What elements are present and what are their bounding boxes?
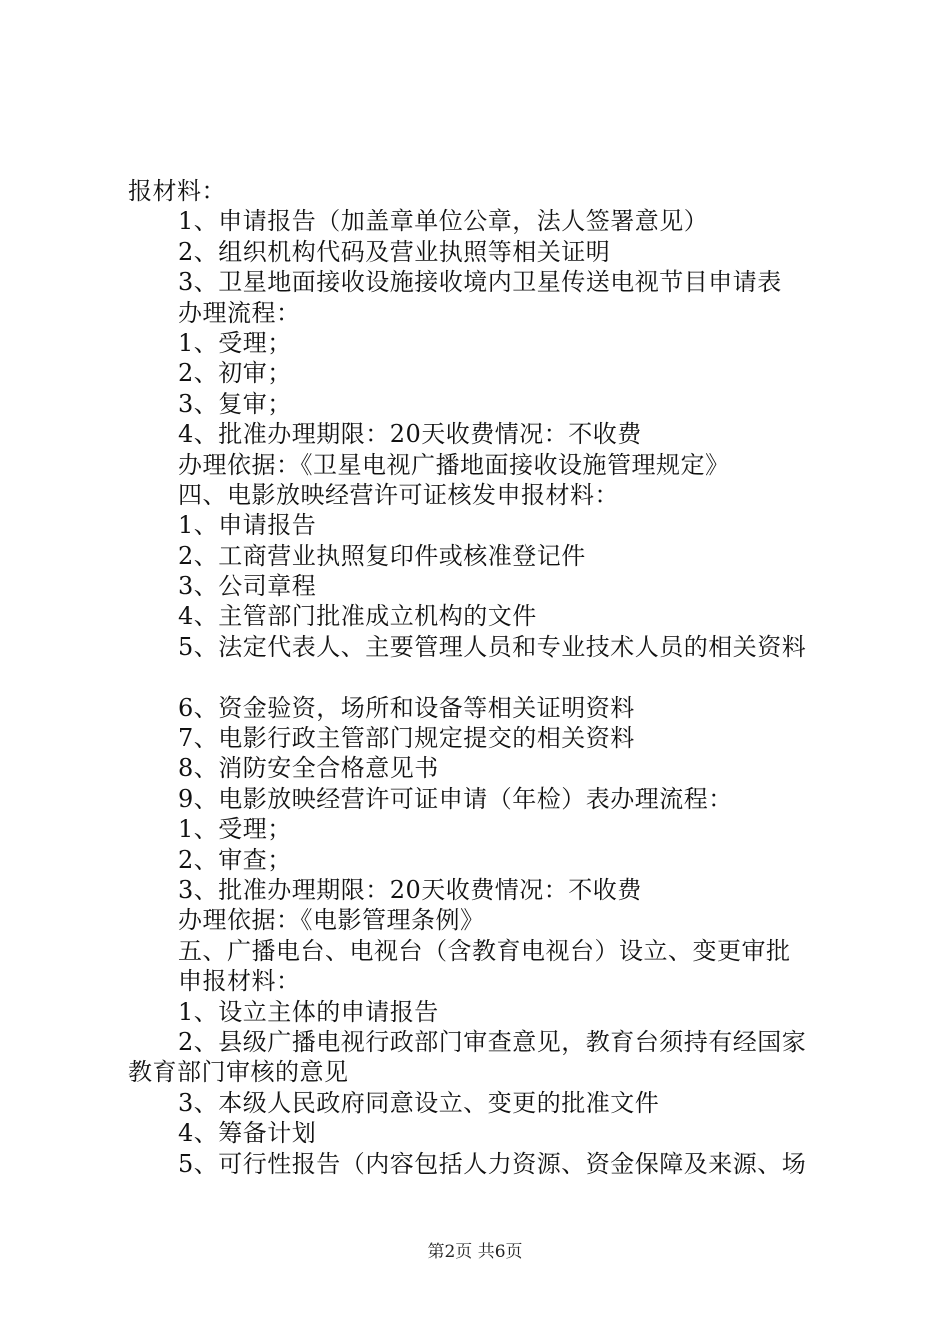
- text-line: 5、法定代表人、主要管理人员和专业技术人员的相关资料: [178, 632, 807, 661]
- text-line: 4、主管部门批准成立机构的文件: [178, 602, 537, 631]
- text-line: 办理流程：: [178, 298, 301, 327]
- text-line: 9、电影放映经营许可证申请（年检）表办理流程：: [178, 784, 733, 813]
- text-line: 7、电影行政主管部门规定提交的相关资料: [178, 724, 635, 753]
- text-line: 5、可行性报告（内容包括人力资源、资金保障及来源、场: [178, 1149, 807, 1178]
- blank-line: [128, 662, 848, 692]
- text-line: 1、受理；: [178, 328, 292, 357]
- text-line: 3、公司章程: [178, 572, 317, 601]
- text-line: 3、卫星地面接收设施接收境内卫星传送电视节目申请表: [178, 268, 782, 297]
- text-line: 申报材料：: [178, 967, 301, 996]
- document-body: [128, 176, 848, 1179]
- text-line: 3、批准办理期限：20天收费情况：不收费: [178, 875, 642, 904]
- section-heading: 四、电影放映经营许可证核发申报材料：: [178, 480, 619, 509]
- text-line: 教育部门审核的意见: [128, 1058, 349, 1087]
- text-line: 2、初审；: [178, 359, 292, 388]
- page-number-footer: 第2页 共6页: [427, 1242, 523, 1262]
- text-line: 2、组织机构代码及营业执照等相关证明: [178, 237, 611, 266]
- text-line: 1、受理；: [178, 815, 292, 844]
- text-line: 2、工商营业执照复印件或核准登记件: [178, 541, 586, 570]
- text-line: 1、申请报告: [178, 511, 317, 540]
- text-line: 4、筹备计划: [178, 1119, 317, 1148]
- text-line: 8、消防安全合格意见书: [178, 754, 439, 783]
- text-line: 4、批准办理期限：20天收费情况：不收费: [178, 420, 642, 449]
- text-line: 1、设立主体的申请报告: [178, 997, 439, 1026]
- text-line: 报材料：: [128, 177, 226, 205]
- text-line: 办理依据：《卫星电视广播地面接收设施管理规定》: [178, 450, 730, 479]
- text-line: 1、申请报告（加盖章单位公章，法人签署意见）: [178, 207, 709, 236]
- text-line: 2、审查；: [178, 845, 292, 874]
- text-line: 2、县级广播电视行政部门审查意见，教育台须持有经国家: [178, 1027, 807, 1056]
- text-line: 办理依据：《电影管理条例》: [178, 906, 485, 935]
- text-line: 3、复审；: [178, 389, 292, 418]
- text-line: 6、资金验资，场所和设备等相关证明资料: [178, 693, 635, 722]
- section-heading: 五、广播电台、电视台（含教育电视台）设立、变更审批: [178, 936, 791, 965]
- text-line: 3、本级人民政府同意设立、变更的批准文件: [178, 1088, 660, 1117]
